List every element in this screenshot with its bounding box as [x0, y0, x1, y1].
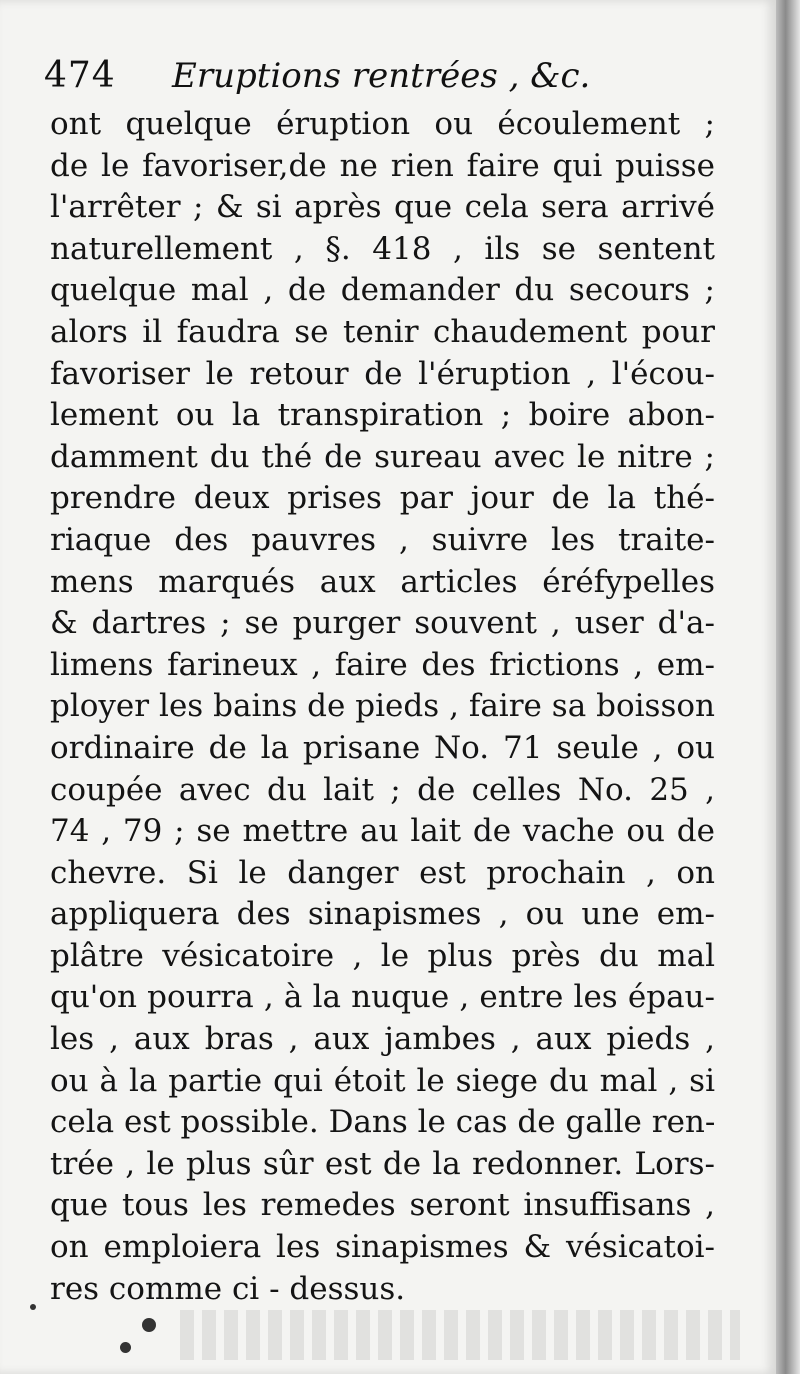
book-gutter: [776, 0, 800, 1374]
ink-speck: [142, 1318, 156, 1332]
text-line: limens farineux , faire des frictions , em-: [50, 646, 715, 683]
text-line: de le favoriser,de ne rien faire qui puisse: [50, 147, 715, 184]
text-line: que tous les remedes seront insuffisans ,: [50, 1187, 715, 1224]
text-line: on emploiera les sinapismes & vésicatoi-: [50, 1229, 715, 1266]
text-line: chevre. Si le danger est prochain , on: [50, 854, 715, 891]
text-line: quelque mal , de demander du secours ;: [50, 272, 715, 309]
text-line: ordinaire de la prisane No. 71 seule , ou: [50, 729, 715, 766]
text-line: damment du thé de sureau avec le nitre ;: [50, 438, 715, 475]
text-line: & dartres ; se purger souvent , user d'a-: [50, 605, 715, 642]
text-line: ployer les bains de pieds , faire sa boisson: [50, 688, 715, 725]
text-line: cela est possible. Dans le cas de galle ren-: [50, 1104, 716, 1141]
text-line: alors il faudra se tenir chaudement pour: [50, 313, 715, 350]
text-line: favoriser le retour de l'éruption , l'écou-: [50, 355, 715, 392]
text-line: mens marqués aux articles éréfypelles: [50, 563, 715, 600]
text-line: ont quelque éruption ou écoulement ;: [50, 106, 715, 142]
text-line: plâtre vésicatoire , le plus près du mal: [50, 937, 715, 974]
page-header: [44, 54, 744, 98]
ink-speck: [120, 1342, 131, 1353]
page-number: 474: [44, 55, 116, 96]
running-head: Eruptions rentrées , &c.: [172, 56, 591, 96]
ink-speck: [30, 1304, 36, 1310]
text-line: appliquera des sinapismes , ou une em-: [50, 896, 715, 933]
text-line: coupée avec du lait ; de celles No. 25 ,: [50, 771, 715, 808]
text-line: 74 , 79 ; se mettre au lait de vache ou de: [50, 813, 715, 850]
text-line: riaque des pauvres , suivre les traite-: [50, 521, 715, 558]
text-line: qu'on pourra , à la nuque , entre les épau-: [50, 979, 715, 1016]
text-line: lement ou la transpiration ; boire abon-: [50, 397, 715, 434]
body-text: [50, 104, 715, 1310]
text-line: l'arrêter ; & si après que cela sera arrivé: [50, 189, 715, 226]
text-line: les , aux bras , aux jambes , aux pieds ,: [50, 1021, 715, 1058]
text-line: naturellement , §. 418 , ils se sentent: [50, 230, 715, 267]
text-line: trée , le plus sûr est de la redonner. Lors-: [50, 1145, 715, 1182]
text-line: prendre deux prises par jour de la thé-: [50, 480, 715, 517]
text-line: ou à la partie qui étoit le siege du mal , si: [50, 1062, 715, 1099]
text-line: res comme ci - dessus.: [50, 1270, 406, 1307]
bleed-through-text: [180, 1310, 740, 1360]
